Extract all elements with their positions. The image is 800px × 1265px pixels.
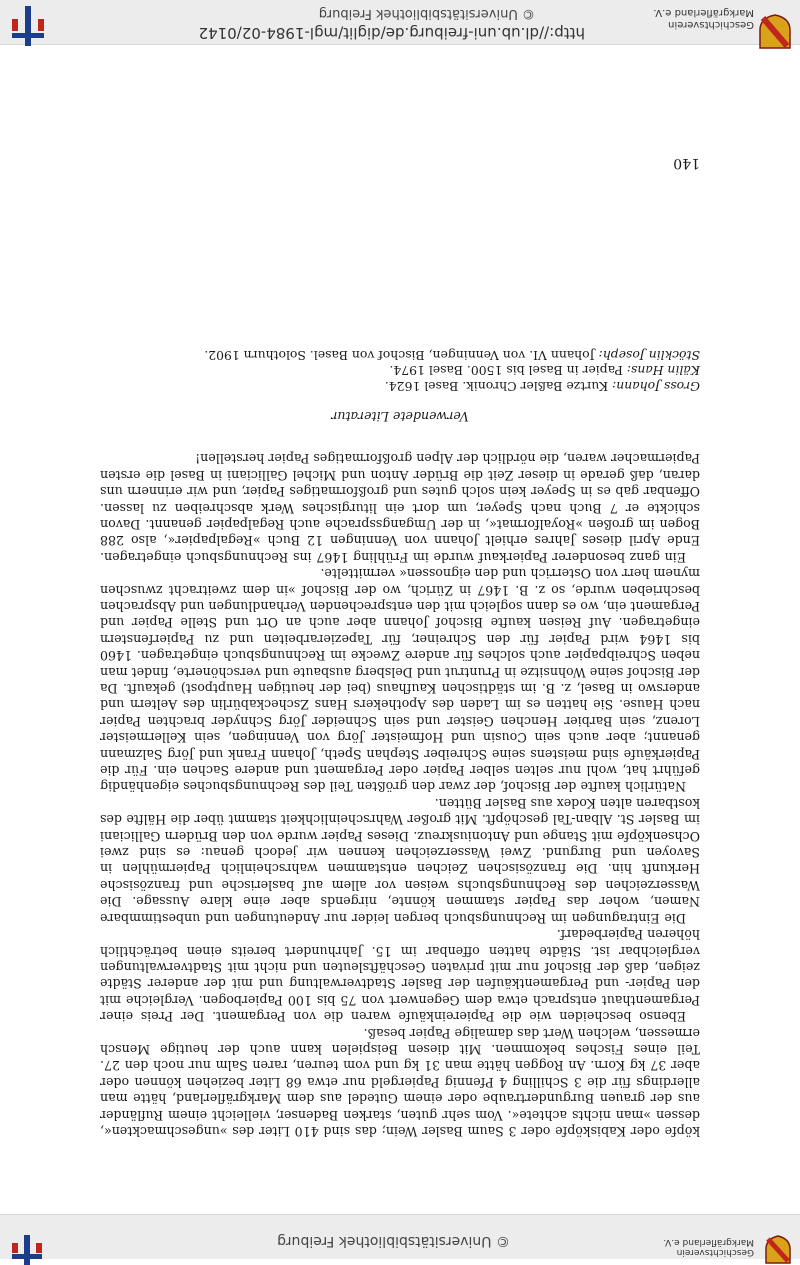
header-bar <box>0 1214 800 1259</box>
literature-title: Johann VI. von Venningen, Bischof von Basel. Solothurn 1902. <box>204 348 595 364</box>
library-label: Universitätsbibliothek Freiburg <box>277 1233 492 1249</box>
paragraph: Ebenso bescheiden wie die Papiereinkäufe waren die von Pergament. Der Preis einer Pergamenthaut entsprach etwa dem Gegenwert von 75 bis 100 Papierbogen. Vergleiche mit den Papier- und Pergamentkäufen der Basler Stadtverwaltung und mit der anderer Städte zeigen, daß der Bischof nur mit privaten Geschäftsleuten und nicht mit Stadtverwaltungen vergleichbar ist. Städte hatten offenbar im 15. Jahrhundert bereits einen beträchtlich höheren Papierbedarf. <box>100 927 700 1025</box>
document-url[interactable]: http://dl.ub.uni-freiburg.de/diglit/mgl-1984-02/0142 <box>198 24 585 42</box>
library-name <box>277 1233 510 1249</box>
literature-title: Kurtze Baßler Chronik. Basel 1624. <box>384 378 609 394</box>
society-crest-icon <box>764 1235 792 1265</box>
society-name: Geschichtsverein Markgräflerland e.V. <box>653 7 754 30</box>
literature-entry <box>100 348 700 363</box>
library-logo-icon <box>6 1235 46 1265</box>
document-body <box>100 348 700 1139</box>
paragraph: köpfe oder Kabisköpfe oder 3 Saum Basler Wein; das sind 410 Liter des »ungeschmackten«, dessen »man nichts achtete«. Vom sehr guten, starken Badenser, vielleicht einem Rufländer aus der grauen Burgundertraube oder einem Gutedel aus dem Markgräflerland, hätte man allerdings für die 3 Schilling 4 Pfennig Papiergeld nur etwa 68 Liter beziehen können oder aber 37 kg Korn. An Roggen hätte man 31 kg und vom teuren, raren Salm nur noch den 27. Teil eines Fisches bekommen. Mit diesen Beispielen kann auch der heutige Mensch ermessen, welchen Wert das damalige Papier besaß. <box>100 1025 700 1139</box>
literature-heading: Verwendete Literatur <box>331 408 469 424</box>
literature-entry <box>100 378 700 393</box>
society-name: Geschichtsverein Markgräflerland e.V. <box>663 1237 754 1257</box>
library-logo-icon <box>8 6 48 46</box>
library-copyright: © Universitätsbibliothek Freiburg <box>318 6 535 21</box>
literature-author: Kälin Hans: <box>626 363 700 379</box>
footer-bar <box>0 0 800 45</box>
society-crest-icon <box>758 14 792 50</box>
literature-author: Gross Johann: <box>612 378 700 394</box>
copyright-symbol: © <box>496 1233 510 1249</box>
paragraph: Ein ganz besonderer Papierkauf wurde im Frühling 1467 ins Rechnungsbuch eingetragen. Ende April dieses Jahres erhielt Johann von Venningen 12 Buch »Regalpapier«, also 288 Bogen im großen »Royalformat«, in der Umgangssprache auch Regalpapier genannt. Davon schickte er 7 Buch nach Speyer, um dort ein liturgisches Werk abschreiben zu lassen. Offenbar gab es in Speyer kein solch gutes und großformatiges Papier, und wir erinnern uns daran, daß gerade in dieser Zeit die Brüder Anton und Michel Galliciani in Basel die ersten Papiermacher waren, die nördlich der Alpen großformatiges Papier herstellen! <box>100 451 700 565</box>
page-number: 140 <box>673 155 700 171</box>
literature-title: Papier in Basel bis 1500. Basel 1974. <box>389 363 623 379</box>
literature-entry <box>100 363 700 378</box>
paragraph: Natürlich kaufte der Bischof, der zwar den größten Teil des Rechnungsbuches eigenhändig geführt hat, wohl nur selten selber Papier oder Pergament und andere Sachen ein. Für die Papierkäufe sind meistens seine Schreiber Stephan Speth, Johann Frank und Jörg Salzmann genannt; aber auch sein Cousin und Hofmeister Jörg von Venningen, sein Kellermeister Lorenz, sein Barbier Henchen Geister und sein Schneider Jörg Schnyder brachten Papier nach Hause. Sie hatten es im Laden des Apothekers Hans Zscheckabürlin des Aeltern und anderswo in Basel, z. B. im städtischen Kaufhaus (bei der heutigen Hauptpost) gekauft. Da der Bischof seine Wohnsitze in Pruntrut und Delsberg ausbaute und verschönerte, findet man neben Schreibpapier auch solches für andere Zwecke im Rechnungsbuch eingetragen. 1460 bis 1464 wird Papier für den Schreiner, für Tapezierarbeiten und zu Papierfenstern eingetragen. Auf Reisen kaufte Bischof Johann aber auch an Ort und Stelle Papier und Pergament ein, wo es dann sogleich mit den entsprechenden Verhandlungen und Absprachen beschrieben wurde, so z. B. 1467 in Zürich, wo der Bischof »in dem zweitracht zwuschen mynem herr von Osterrich und den eignossen« vermittelte. <box>100 566 700 795</box>
literature-author: Stöcklin Joseph: <box>598 348 700 364</box>
paragraph: Die Eintragungen im Rechnungsbuch bergen leider nur Andeutungen und unbestimmbare Namen, woher das Papier stammen könnte, nirgends aber eine klare Aussage. Die Wasserzeichen des Rechnungsbuchs weisen vor allem auf baslerische und französische Herkunft hin. Die französischen Zeichen entstammen wahrscheinlich Papiermühlen in Savoyen und Burgund. Zwei Wasserzeichen kennen wir jedoch genau: es sind zwei Ochsenköpfe mit Stange und Antoniuskreuz. Dieses Papier wurde von den Brüdern Galliciani im Basler St. Alban-Tal geschöpft. Mit großer Wahrscheinlichkeit stammt über die Hälfte des kostbaren alten Kodex aus Basler Bütten. <box>100 795 700 926</box>
